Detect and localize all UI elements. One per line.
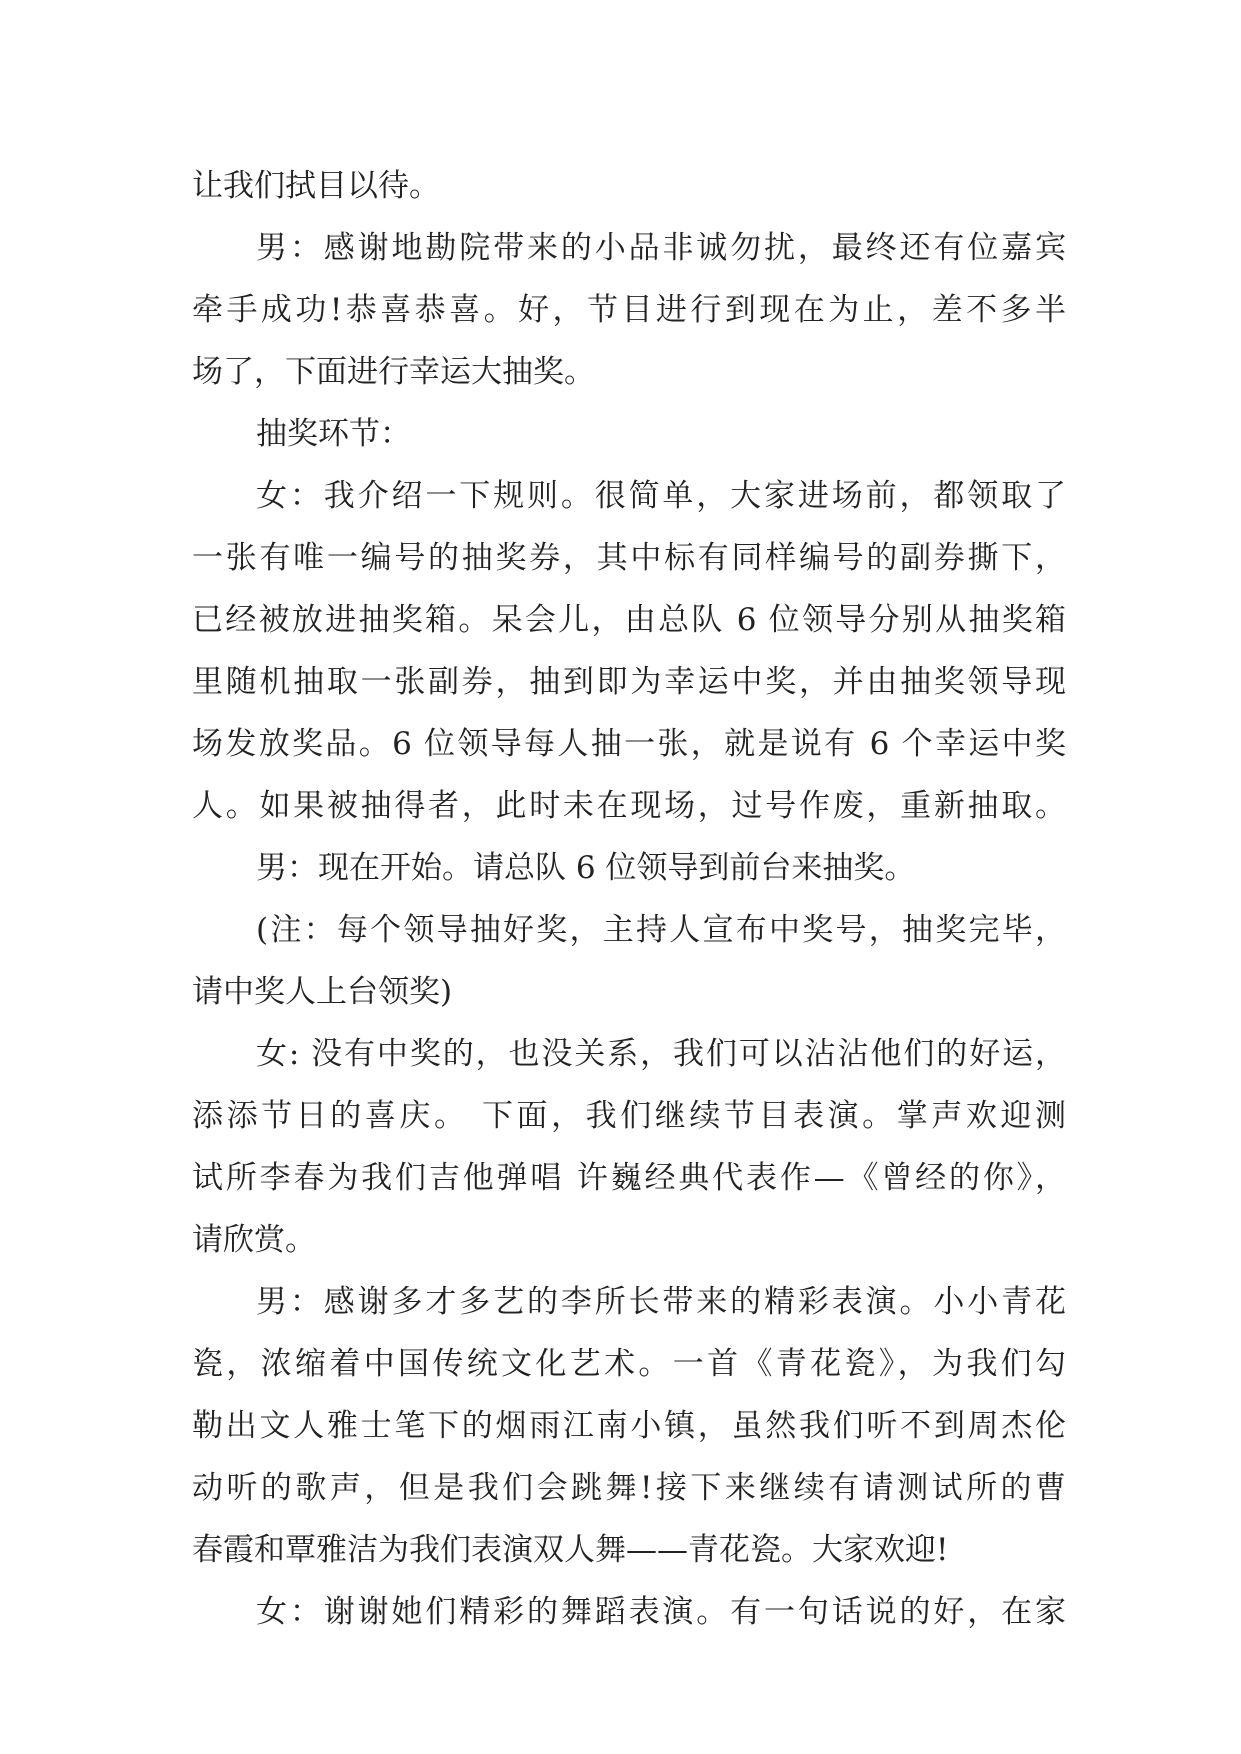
section-heading: 抽奖环节： xyxy=(256,416,411,452)
text-line: (注：每个领导抽好奖，主持人宣布中奖号，抽奖完毕， xyxy=(256,912,1066,948)
text-line: 动听的歌声，但是我们会跳舞!接下来继续有请测试所的曹 xyxy=(192,1470,1066,1506)
text-line: 场了，下面进行幸运大抽奖。 xyxy=(192,354,595,390)
text-line: 请欣赏。 xyxy=(192,1222,316,1258)
text-line: 男：感谢多才多艺的李所长带来的精彩表演。小小青花 xyxy=(256,1284,1066,1320)
text-line: 春霞和覃雅洁为我们表演双人舞——青花瓷。大家欢迎! xyxy=(192,1532,949,1568)
text-line: 勒出文人雅士笔下的烟雨江南小镇，虽然我们听不到周杰伦 xyxy=(192,1408,1066,1444)
text-line: 女：我介绍一下规则。很简单，大家进场前，都领取了 xyxy=(256,478,1066,514)
text-line: 牵手成功!恭喜恭喜。好，节目进行到现在为止，差不多半 xyxy=(192,292,1066,328)
text-line: 场发放奖品。6 位领导每人抽一张，就是说有 6 个幸运中奖 xyxy=(192,726,1066,762)
text-line: 里随机抽取一张副券，抽到即为幸运中奖，并由抽奖领导现 xyxy=(192,664,1066,700)
document-body xyxy=(192,155,1066,1643)
text-line: 男：感谢地勘院带来的小品非诚勿扰，最终还有位嘉宾 xyxy=(256,230,1066,266)
text-line: 添添节日的喜庆。 下面，我们继续节目表演。掌声欢迎测 xyxy=(192,1098,1066,1134)
text-line: 已经被放进抽奖箱。呆会儿，由总队 6 位领导分别从抽奖箱 xyxy=(192,602,1066,638)
text-line: 请中奖人上台领奖) xyxy=(192,974,453,1010)
text-line: 男：现在开始。请总队 6 位领导到前台来抽奖。 xyxy=(256,850,916,886)
text-line: 让我们拭目以待。 xyxy=(192,168,440,204)
text-line: 女：谢谢她们精彩的舞蹈表演。有一句话说的好，在家 xyxy=(256,1594,1066,1630)
text-line: 试所李春为我们吉他弹唱 许巍经典代表作—《曾经的你》， xyxy=(192,1160,1066,1196)
text-line: 一张有唯一编号的抽奖券，其中标有同样编号的副券撕下， xyxy=(192,540,1066,576)
text-line: 人。如果被抽得者，此时未在现场，过号作废，重新抽取。 xyxy=(192,788,1066,824)
text-line: 女: 没有中奖的，也没关系，我们可以沾沾他们的好运， xyxy=(256,1036,1066,1072)
text-line: 瓷，浓缩着中国传统文化艺术。一首《青花瓷》，为我们勾 xyxy=(192,1346,1066,1382)
